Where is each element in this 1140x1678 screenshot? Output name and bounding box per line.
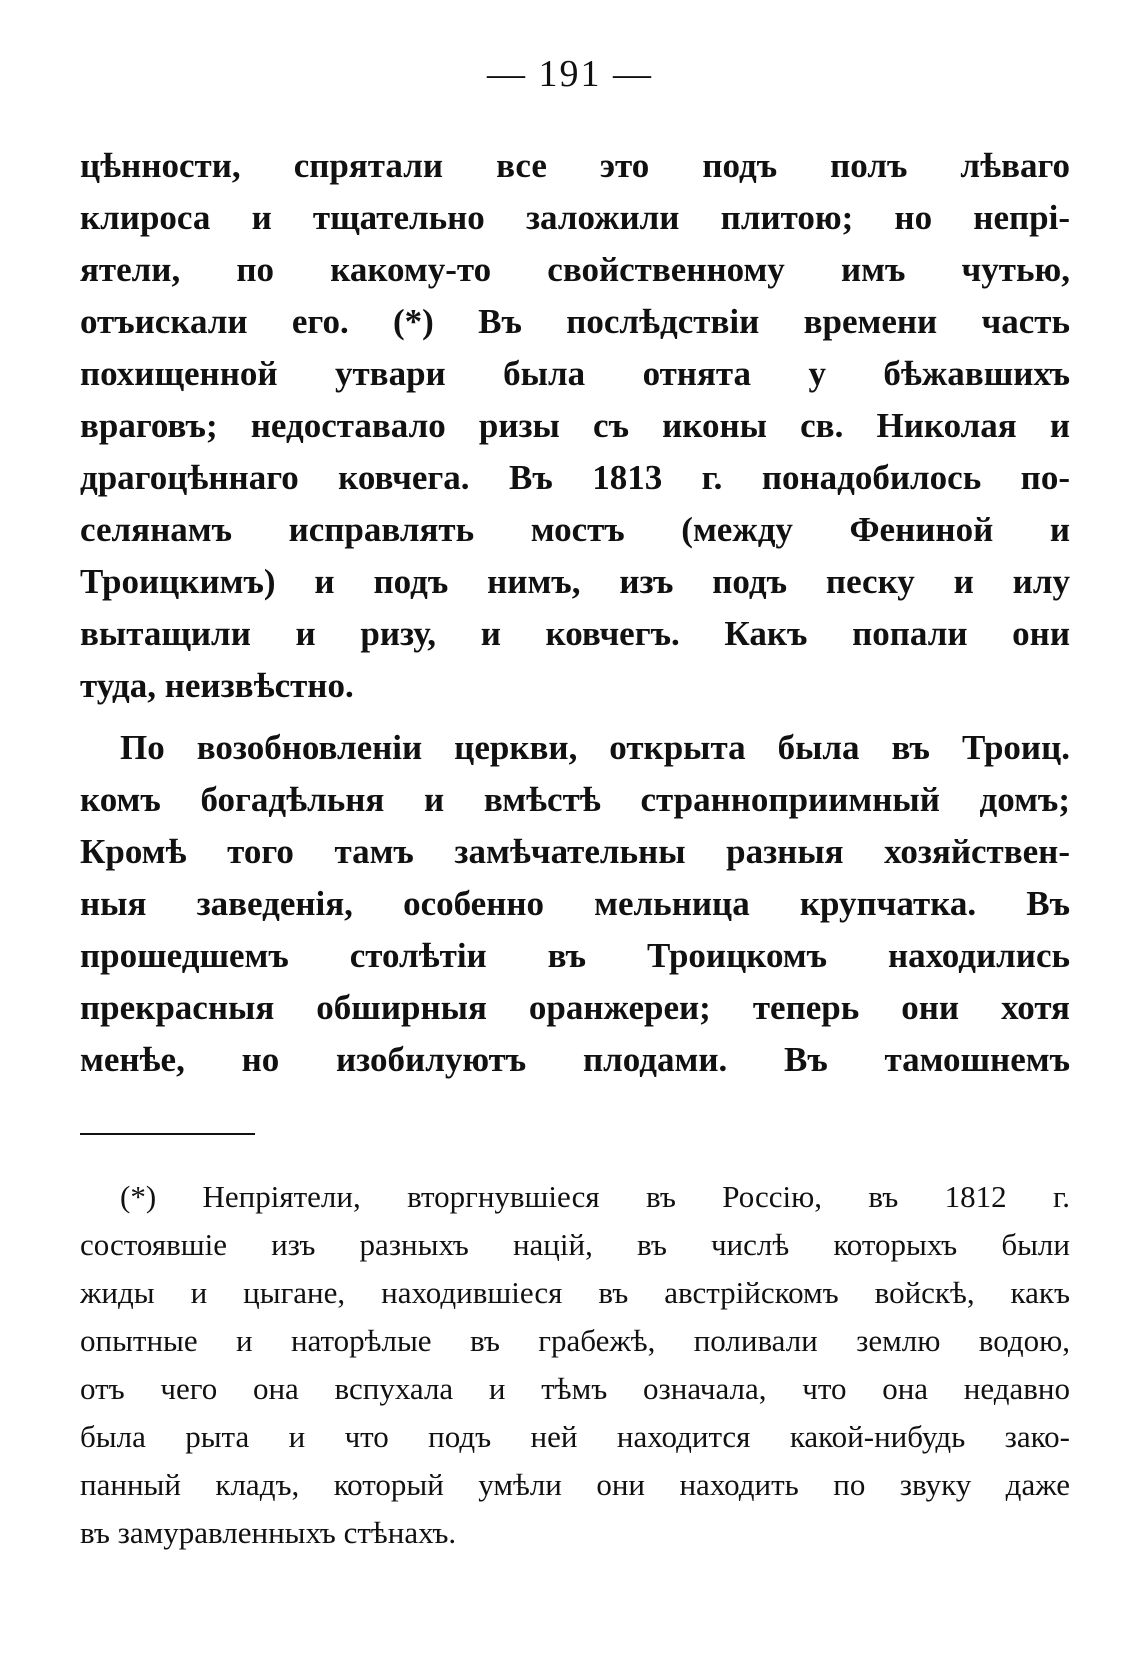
text-line: Кромѣ того тамъ замѣчательны разныя хозяйствен- — [80, 832, 1070, 871]
text-line: комъ богадѣльня и вмѣстѣ странноприимный домъ; — [80, 780, 1070, 819]
text-line: похищенной утвари была отнята у бѣжавшихъ — [80, 354, 1070, 393]
text-line: клироса и тщательно заложили плитою; но непрі- — [80, 198, 1070, 237]
text-line: По возобновленіи церкви, открыта была въ Троиц. — [120, 728, 1070, 767]
main-text — [80, 140, 1070, 1086]
footnote-line: жиды и цыгане, находившіеся въ австрійскомъ войскѣ, какъ — [80, 1275, 1070, 1310]
text-line: прекрасныя обширныя оранжереи; теперь они хотя — [80, 988, 1070, 1027]
text-line: враговъ; недоставало ризы съ иконы св. Николая и — [80, 406, 1070, 445]
paragraph-1 — [80, 140, 1070, 712]
text-line: ныя заведенія, особенно мельница крупчатка. Въ — [80, 884, 1070, 923]
footnote-line: въ замуравленныхъ стѣнахъ. — [80, 1515, 457, 1550]
footnote-line: панный кладъ, который умѣли они находить по звуку даже — [80, 1467, 1070, 1502]
text-line: цѣнности, спрятали все это подъ полъ лѣваго — [80, 146, 1070, 185]
text-line: туда, неизвѣстно. — [80, 666, 354, 705]
footnote-line: (*) Непріятели, вторгнувшіеся въ Россію, въ 1812 г. — [120, 1179, 1070, 1214]
text-line: менѣе, но изобилуютъ плодами. Въ тамошнемъ — [80, 1040, 1070, 1079]
text-line: вытащили и ризу, и ковчегъ. Какъ попали они — [80, 614, 1070, 653]
page-number: — 191 — — [487, 53, 653, 95]
paragraph-gap — [80, 712, 1070, 722]
text-line: прошедшемъ столѣтіи въ Троицкомъ находились — [80, 936, 1070, 975]
footnote-line: была рыта и что подъ ней находится какой-нибудь зако- — [80, 1419, 1070, 1454]
footnote-separator — [80, 1133, 255, 1135]
text-line: Троицкимъ) и подъ нимъ, изъ подъ песку и илу — [80, 562, 1070, 601]
footnote-line: отъ чего она вспухала и тѣмъ означала, что она недавно — [80, 1371, 1070, 1406]
footnote-line: опытные и наторѣлые въ грабежѣ, поливали землю водою, — [80, 1323, 1070, 1358]
text-line: ятели, по какому-то свойственному имъ чутью, — [80, 250, 1070, 289]
text-line: драгоцѣннаго ковчега. Въ 1813 г. понадобилось по- — [80, 458, 1070, 497]
paragraph-2 — [80, 722, 1070, 1086]
footnote-line: состоявшіе изъ разныхъ націй, въ числѣ которыхъ были — [80, 1227, 1070, 1262]
text-line: селянамъ исправлять мостъ (между Фениной и — [80, 510, 1070, 549]
footnote — [80, 1173, 1070, 1557]
text-line: отъискали его. (*) Въ послѣдствіи времени часть — [80, 302, 1070, 341]
